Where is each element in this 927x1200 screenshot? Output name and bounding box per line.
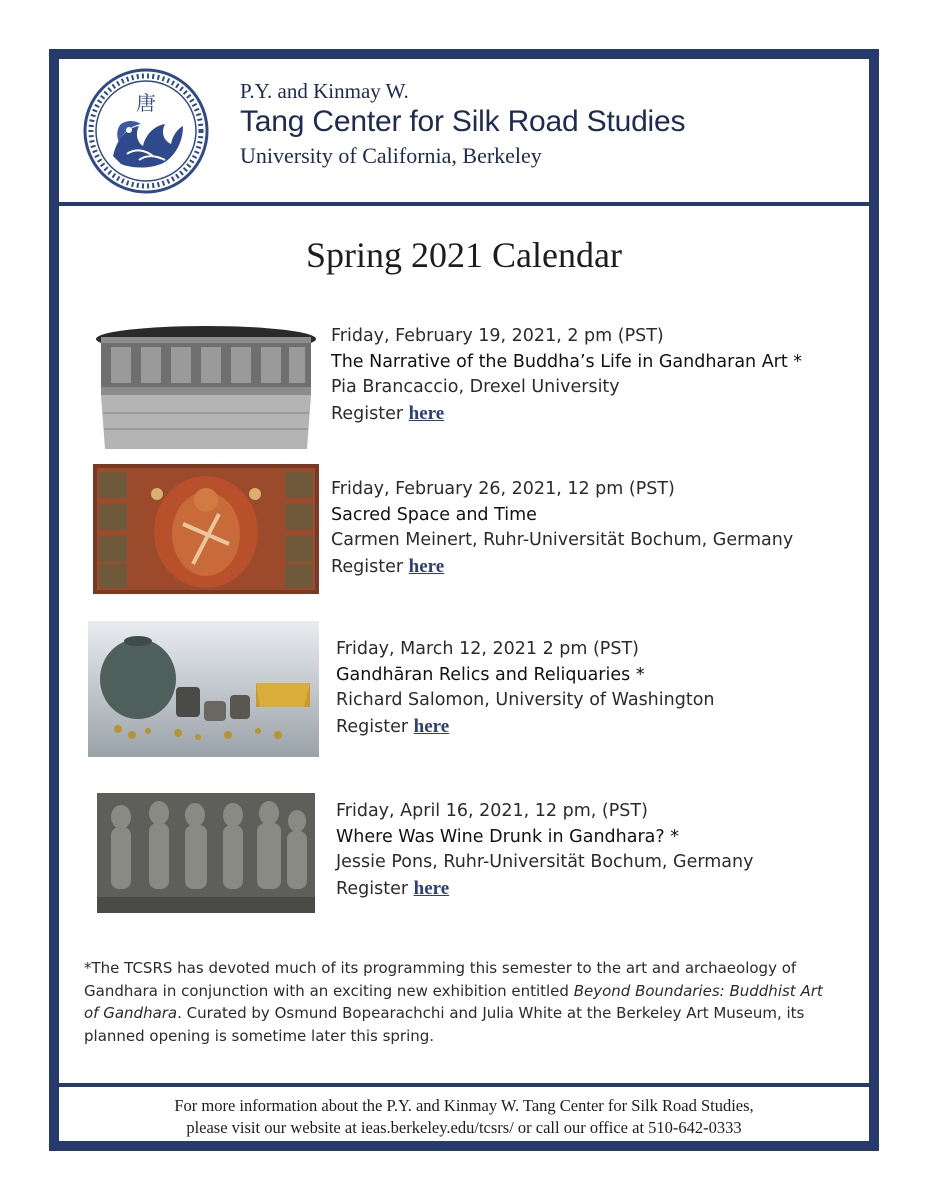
event-speaker: Carmen Meinert, Ruhr-Universität Bochum, Germany <box>331 530 794 550</box>
event-speaker: Richard Salomon, University of Washington <box>336 690 715 710</box>
event-date: Friday, February 26, 2021, 12 pm (PST) <box>331 479 675 499</box>
footer-line2: please visit our website at ieas.berkeley.edu/tcsrs/ or call our office at 510-642-0333 <box>186 1118 742 1137</box>
event-3 <box>336 637 715 740</box>
header <box>59 59 869 204</box>
footnote-text-before: *The TCSRS has devoted much of its programming this semester to the art and archaeology of Gandhara in conjunction with an exciting new exhibition entitled <box>84 959 797 1000</box>
event-date: Friday, April 16, 2021, 12 pm, (PST) <box>336 801 648 821</box>
register-label: Register <box>331 556 404 577</box>
footer-line1: For more information about the P.Y. and Kinmay W. Tang Center for Silk Road Studies, <box>174 1096 754 1115</box>
event-2 <box>331 477 793 580</box>
event-speaker: Jessie Pons, Ruhr-Universität Bochum, Germany <box>336 852 754 872</box>
org-name-line2: Tang Center for Silk Road Studies <box>240 105 686 138</box>
event-register <box>336 714 715 741</box>
register-label: Register <box>336 716 409 737</box>
event-title: Sacred Space and Time <box>331 504 537 525</box>
org-name-line3: University of California, Berkeley <box>240 143 542 168</box>
register-link[interactable]: here <box>413 877 450 899</box>
register-label: Register <box>336 878 409 899</box>
event-title: Gandhāran Relics and Reliquaries * <box>336 664 645 685</box>
event-3-image <box>88 621 319 757</box>
page-frame <box>49 49 879 1151</box>
event-date: Friday, February 19, 2021, 2 pm (PST) <box>331 326 664 346</box>
footer-divider <box>59 1083 869 1087</box>
event-1 <box>331 324 802 427</box>
event-title: The Narrative of the Buddha’s Life in Gandharan Art * <box>331 351 803 372</box>
footnote-text-after: . Curated by Osmund Bopearachchi and Julia White at the Berkeley Art Museum, its planned opening is sometime later this spring. <box>84 1004 805 1045</box>
event-4 <box>336 799 753 902</box>
register-link[interactable]: here <box>413 715 450 737</box>
footnote <box>84 957 824 1047</box>
logo-character: 唐 <box>136 91 156 115</box>
event-date: Friday, March 12, 2021 2 pm (PST) <box>336 639 639 659</box>
event-speaker: Pia Brancaccio, Drexel University <box>331 377 620 397</box>
exhibition-title: Beyond Boundaries: Buddhist Art of Gandhara <box>84 981 823 1022</box>
event-2-image <box>93 464 319 594</box>
event-register <box>331 554 793 581</box>
register-link[interactable]: here <box>408 555 445 577</box>
page-title: Spring 2021 Calendar <box>306 235 622 275</box>
event-register <box>331 401 802 428</box>
register-label: Register <box>331 403 404 424</box>
event-1-image <box>93 323 319 449</box>
event-title: Where Was Wine Drunk in Gandhara? * <box>336 826 679 847</box>
register-link[interactable]: here <box>408 402 445 424</box>
footer <box>59 1095 869 1139</box>
event-4-image <box>93 787 319 919</box>
tang-center-logo <box>83 68 209 194</box>
org-name-line1: P.Y. and Kinmay W. <box>240 79 409 103</box>
header-divider <box>59 202 869 206</box>
event-register <box>336 876 753 903</box>
